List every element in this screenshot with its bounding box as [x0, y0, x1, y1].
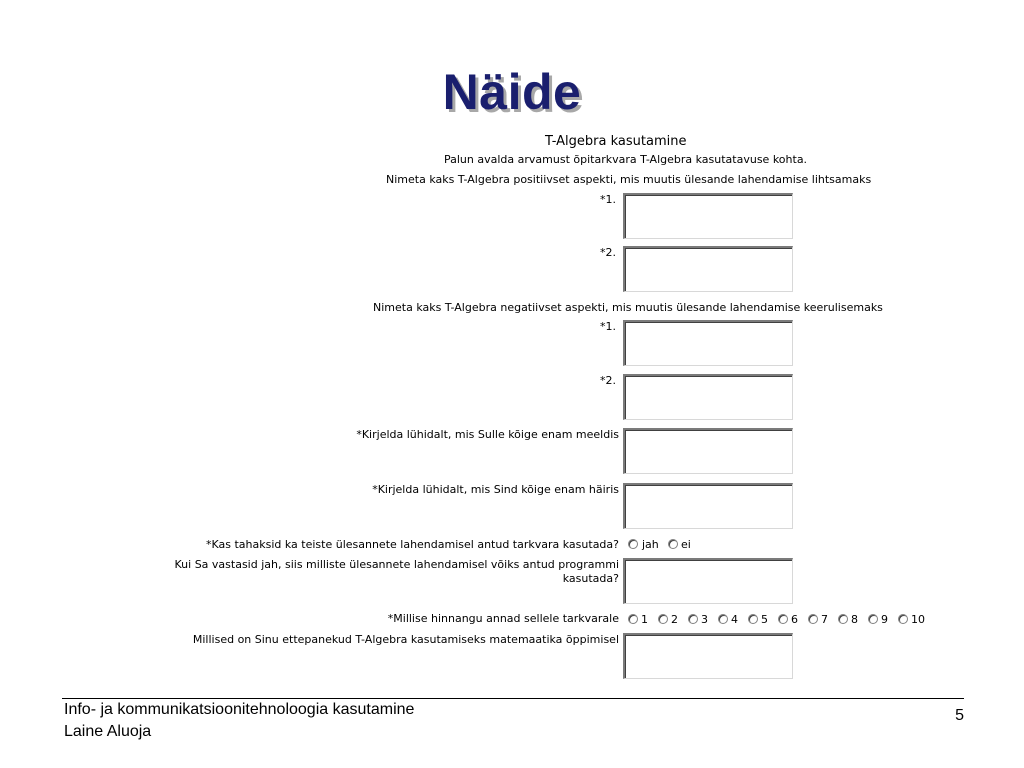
footer-author: Laine Aluoja [64, 723, 152, 740]
rating-radio-9[interactable] [868, 614, 878, 624]
reuse-no-label: ei [681, 538, 691, 551]
rating-label-6: 6 [791, 613, 798, 626]
positive-2-field[interactable] [623, 246, 793, 292]
which-tasks-label-line2: kasutada? [562, 572, 619, 585]
rating-radio-1[interactable] [628, 614, 638, 624]
negative-2-label: *2. [600, 374, 616, 387]
reuse-yes-label: jah [642, 538, 659, 551]
page-number: 5 [955, 707, 964, 724]
reuse-yes-radio[interactable] [628, 539, 638, 549]
liked-field[interactable] [623, 428, 793, 474]
reuse-question: *Kas tahaksid ka teiste ülesannete lahendamisel antud tarkvara kasutada? [205, 538, 619, 551]
rating-radio-6[interactable] [778, 614, 788, 624]
rating-label-10: 10 [911, 613, 925, 626]
rating-radio-7[interactable] [808, 614, 818, 624]
rating-label-3: 3 [701, 613, 708, 626]
disliked-label: *Kirjelda lühidalt, mis Sind kõige enam häiris [372, 483, 619, 496]
negative-2-field[interactable] [623, 374, 793, 420]
form-title: T-Algebra kasutamine [545, 134, 687, 149]
rating-radio-5[interactable] [748, 614, 758, 624]
footer-course: Info- ja kommunikatsioonitehnoloogia kasutamine [64, 701, 415, 718]
positive-question: Nimeta kaks T-Algebra positiivset aspekti, mis muutis ülesande lahendamise lihtsamaks [386, 173, 872, 186]
rating-label-2: 2 [671, 613, 678, 626]
which-tasks-label-line1: Kui Sa vastasid jah, siis milliste ülesannete lahendamisel võiks antud programmi [174, 558, 619, 571]
negative-1-field[interactable] [623, 320, 793, 366]
rating-label-9: 9 [881, 613, 888, 626]
rating-label-5: 5 [761, 613, 768, 626]
rating-radio-3[interactable] [688, 614, 698, 624]
rating-label-1: 1 [641, 613, 648, 626]
suggestions-field[interactable] [623, 633, 793, 679]
positive-1-field[interactable] [623, 193, 793, 239]
slide-title: Näide [442, 64, 582, 120]
positive-2-label: *2. [600, 246, 616, 259]
rating-radio-8[interactable] [838, 614, 848, 624]
rating-radio-2[interactable] [658, 614, 668, 624]
positive-1-label: *1. [600, 193, 616, 206]
rating-label-4: 4 [731, 613, 738, 626]
rating-radio-4[interactable] [718, 614, 728, 624]
rating-label: *Millise hinnangu annad sellele tarkvarale [387, 612, 619, 625]
reuse-no-radio[interactable] [668, 539, 678, 549]
liked-label: *Kirjelda lühidalt, mis Sulle kõige enam meeldis [356, 428, 619, 441]
rating-radio-10[interactable] [898, 614, 908, 624]
negative-1-label: *1. [600, 320, 616, 333]
form-intro: Palun avalda arvamust õpitarkvara T-Algebra kasutatavuse kohta. [444, 153, 808, 166]
suggestions-label: Millised on Sinu ettepanekud T-Algebra kasutamiseks matemaatika õppimisel [192, 633, 619, 646]
negative-question: Nimeta kaks T-Algebra negatiivset aspekti, mis muutis ülesande lahendamise keerulisemaks [373, 301, 883, 314]
rating-label-8: 8 [851, 613, 858, 626]
which-tasks-field[interactable] [623, 558, 793, 604]
rating-label-7: 7 [821, 613, 828, 626]
disliked-field[interactable] [623, 483, 793, 529]
